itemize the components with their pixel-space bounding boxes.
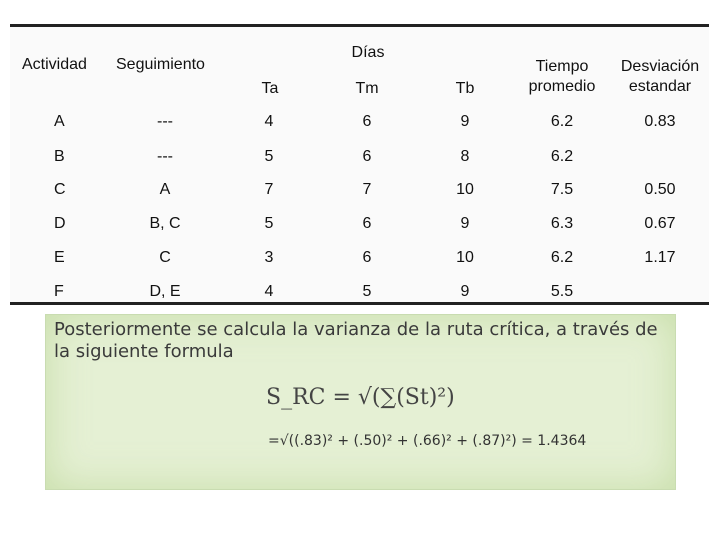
cell-seguimiento: B, C bbox=[149, 215, 181, 232]
cell-tiempo: 6.2 bbox=[550, 148, 574, 165]
activity-table bbox=[10, 24, 709, 305]
cell-ta: 4 bbox=[264, 283, 274, 300]
header-desv-line2: estandar bbox=[628, 78, 692, 95]
cell-seguimiento: --- bbox=[157, 148, 173, 165]
header-dias: Días bbox=[351, 44, 385, 61]
cell-tb: 9 bbox=[460, 113, 470, 130]
variance-formula-values: =√((.83)² + (.50)² + (.66)² + (.87)²) = 1.4364 bbox=[268, 433, 587, 449]
cell-tb: 9 bbox=[460, 283, 470, 300]
cell-tb: 8 bbox=[460, 148, 470, 165]
cell-actividad: B bbox=[54, 148, 65, 165]
cell-tiempo: 7.5 bbox=[550, 181, 574, 198]
cell-tm: 7 bbox=[362, 181, 372, 198]
header-actividad: Actividad bbox=[22, 56, 87, 73]
header-seguimiento: Seguimiento bbox=[116, 56, 205, 73]
cell-tiempo: 6.2 bbox=[550, 113, 574, 130]
cell-desviacion: 0.67 bbox=[644, 215, 676, 232]
cell-ta: 3 bbox=[264, 249, 274, 266]
cell-tiempo: 6.2 bbox=[550, 249, 574, 266]
header-tb: Tb bbox=[455, 80, 475, 97]
cell-tb: 9 bbox=[460, 215, 470, 232]
cell-actividad: E bbox=[54, 249, 65, 266]
cell-seguimiento: D, E bbox=[149, 283, 181, 300]
cell-ta: 5 bbox=[264, 215, 274, 232]
cell-actividad: A bbox=[54, 113, 65, 130]
cell-tm: 6 bbox=[362, 215, 372, 232]
cell-ta: 7 bbox=[264, 181, 274, 198]
cell-tm: 6 bbox=[362, 148, 372, 165]
cell-actividad: C bbox=[54, 181, 66, 198]
variance-note-text: Posteriormente se calcula la varianza de la ruta crítica, a través de la siguiente formula bbox=[54, 319, 658, 362]
cell-seguimiento: C bbox=[159, 249, 171, 266]
cell-tm: 5 bbox=[362, 283, 372, 300]
header-tiempo-promedio bbox=[529, 57, 596, 97]
header-desv-line1: Desviación bbox=[620, 58, 700, 75]
header-ta: Ta bbox=[261, 80, 279, 97]
cell-seguimiento: A bbox=[159, 181, 171, 198]
cell-ta: 5 bbox=[264, 148, 274, 165]
cell-seguimiento: --- bbox=[157, 113, 173, 130]
cell-tm: 6 bbox=[362, 249, 372, 266]
cell-ta: 4 bbox=[264, 113, 274, 130]
cell-desviacion: 0.83 bbox=[644, 113, 676, 130]
cell-tiempo: 6.3 bbox=[550, 215, 574, 232]
cell-actividad: D bbox=[54, 215, 66, 232]
cell-tm: 6 bbox=[362, 113, 372, 130]
cell-actividad: F bbox=[54, 283, 64, 300]
cell-tiempo: 5.5 bbox=[550, 283, 574, 300]
variance-formula-main: S_RC = √(∑(St)²) bbox=[266, 385, 455, 410]
header-tm: Tm bbox=[355, 80, 379, 97]
header-tiempo-line2: promedio bbox=[528, 78, 596, 95]
cell-desviacion: 0.50 bbox=[644, 181, 676, 198]
header-tiempo-line1: Tiempo bbox=[535, 58, 589, 75]
cell-desviacion: 1.17 bbox=[644, 249, 676, 266]
variance-note-panel bbox=[45, 314, 676, 490]
cell-tb: 10 bbox=[456, 249, 474, 266]
header-desviacion-estandar bbox=[621, 57, 699, 97]
cell-tb: 10 bbox=[456, 181, 474, 198]
